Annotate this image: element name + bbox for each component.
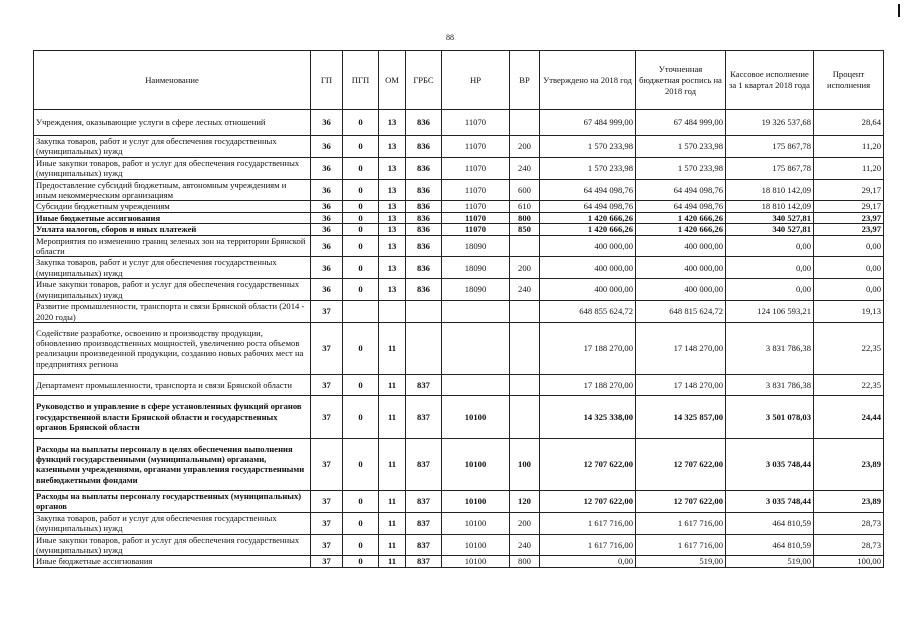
cell-grbs: 836 — [406, 235, 442, 257]
cell-refined: 67 484 999,00 — [636, 110, 726, 136]
cell-name: Закупка товаров, работ и услуг для обеспечения государственных (муниципальных) нужд — [34, 257, 311, 279]
cell-nr: 10100 — [442, 534, 510, 556]
cell-cash: 340 527,81 — [726, 212, 814, 223]
cell-pgp: 0 — [343, 212, 379, 223]
cell-gp: 37 — [311, 374, 343, 395]
table-row — [34, 490, 884, 512]
cell-pgp: 0 — [343, 235, 379, 257]
cell-nr: 18090 — [442, 257, 510, 279]
cell-approved: 1 420 666,26 — [540, 212, 636, 223]
cell-grbs: 837 — [406, 556, 442, 567]
cell-gp: 37 — [311, 512, 343, 534]
cell-cash: 464 810,59 — [726, 534, 814, 556]
table-row — [34, 395, 884, 438]
cell-refined: 648 815 624,72 — [636, 301, 726, 323]
cell-refined: 1 570 233,98 — [636, 136, 726, 158]
cell-refined: 1 617 716,00 — [636, 512, 726, 534]
cell-om: 11 — [379, 512, 406, 534]
cell-percent: 29,17 — [814, 179, 884, 201]
cell-approved: 14 325 338,00 — [540, 395, 636, 438]
cell-om — [379, 301, 406, 323]
cell-pgp: 0 — [343, 438, 379, 490]
budget-table — [33, 50, 884, 568]
cell-vr: 610 — [510, 201, 540, 212]
cell-name: Иные бюджетные ассигнования — [34, 212, 311, 223]
cell-pgp: 0 — [343, 556, 379, 567]
cell-name: Иные закупки товаров, работ и услуг для обеспечения государственных (муниципальных) нужд — [34, 279, 311, 301]
cell-gp: 37 — [311, 438, 343, 490]
cell-gp: 36 — [311, 110, 343, 136]
cell-cash: 3 501 078,03 — [726, 395, 814, 438]
cell-vr: 100 — [510, 438, 540, 490]
cell-grbs: 836 — [406, 201, 442, 212]
cell-om: 11 — [379, 395, 406, 438]
cell-vr: 200 — [510, 512, 540, 534]
cell-name: Содействие разработке, освоению и производству продукции, обновлению производственных мощностей, увеличению роста объемов реализации произведенной продукции, созданию новых рабочих мест на предприятиях региона — [34, 322, 311, 374]
cell-refined: 12 707 622,00 — [636, 490, 726, 512]
cell-nr — [442, 301, 510, 323]
table-row — [34, 212, 884, 223]
cell-cash: 18 810 142,09 — [726, 179, 814, 201]
cell-nr: 10100 — [442, 512, 510, 534]
cell-gp: 36 — [311, 257, 343, 279]
cell-approved: 400 000,00 — [540, 257, 636, 279]
cell-pgp: 0 — [343, 534, 379, 556]
table-row — [34, 322, 884, 374]
cell-grbs: 836 — [406, 110, 442, 136]
cell-refined: 64 494 098,76 — [636, 201, 726, 212]
scan-edge-mark — [898, 4, 900, 17]
cell-nr: 11070 — [442, 110, 510, 136]
cell-grbs: 836 — [406, 212, 442, 223]
cell-om: 13 — [379, 224, 406, 235]
cell-name: Департамент промышленности, транспорта и связи Брянской области — [34, 374, 311, 395]
cell-om: 13 — [379, 157, 406, 179]
cell-percent: 23,97 — [814, 212, 884, 223]
cell-vr — [510, 322, 540, 374]
cell-grbs: 836 — [406, 257, 442, 279]
table-row — [34, 512, 884, 534]
cell-nr: 10100 — [442, 438, 510, 490]
cell-nr: 11070 — [442, 201, 510, 212]
table-header-row — [34, 51, 884, 110]
table-row — [34, 534, 884, 556]
cell-approved: 64 494 098,76 — [540, 179, 636, 201]
cell-approved: 64 494 098,76 — [540, 201, 636, 212]
cell-nr: 18090 — [442, 235, 510, 257]
cell-approved: 1 420 666,26 — [540, 224, 636, 235]
cell-vr: 120 — [510, 490, 540, 512]
table-row — [34, 257, 884, 279]
cell-approved: 12 707 622,00 — [540, 438, 636, 490]
table-row — [34, 235, 884, 257]
header-approved: Утверждено на 2018 год — [540, 51, 636, 110]
cell-refined: 1 420 666,26 — [636, 224, 726, 235]
cell-name: Иные закупки товаров, работ и услуг для обеспечения государственных (муниципальных) нужд — [34, 534, 311, 556]
cell-nr — [442, 374, 510, 395]
cell-grbs: 836 — [406, 179, 442, 201]
cell-approved: 17 188 270,00 — [540, 322, 636, 374]
cell-pgp: 0 — [343, 322, 379, 374]
cell-gp: 36 — [311, 212, 343, 223]
header-nr: НР — [442, 51, 510, 110]
cell-approved: 1 617 716,00 — [540, 512, 636, 534]
header-grbs: ГРБС — [406, 51, 442, 110]
cell-cash: 464 810,59 — [726, 512, 814, 534]
cell-om: 13 — [379, 179, 406, 201]
cell-percent: 100,00 — [814, 556, 884, 567]
cell-om: 11 — [379, 490, 406, 512]
cell-cash: 0,00 — [726, 235, 814, 257]
cell-nr: 18090 — [442, 279, 510, 301]
cell-cash: 340 527,81 — [726, 224, 814, 235]
cell-gp: 36 — [311, 179, 343, 201]
cell-vr: 200 — [510, 136, 540, 158]
cell-pgp: 0 — [343, 136, 379, 158]
cell-approved: 400 000,00 — [540, 279, 636, 301]
cell-percent: 0,00 — [814, 235, 884, 257]
cell-refined: 400 000,00 — [636, 235, 726, 257]
cell-cash: 19 326 537,68 — [726, 110, 814, 136]
cell-om: 13 — [379, 136, 406, 158]
cell-percent: 28,64 — [814, 110, 884, 136]
cell-om: 11 — [379, 534, 406, 556]
table-row — [34, 556, 884, 567]
cell-percent: 24,44 — [814, 395, 884, 438]
cell-pgp: 0 — [343, 201, 379, 212]
table-row — [34, 279, 884, 301]
cell-gp: 37 — [311, 395, 343, 438]
cell-nr: 10100 — [442, 556, 510, 567]
cell-gp: 36 — [311, 157, 343, 179]
cell-grbs: 837 — [406, 374, 442, 395]
cell-gp: 37 — [311, 301, 343, 323]
cell-vr: 240 — [510, 157, 540, 179]
cell-gp: 36 — [311, 201, 343, 212]
cell-vr: 200 — [510, 257, 540, 279]
cell-approved: 67 484 999,00 — [540, 110, 636, 136]
cell-vr — [510, 110, 540, 136]
cell-cash: 124 106 593,21 — [726, 301, 814, 323]
cell-pgp: 0 — [343, 224, 379, 235]
cell-name: Предоставление субсидий бюджетным, автономным учреждениям и иным некоммерческим организациям — [34, 179, 311, 201]
cell-approved: 12 707 622,00 — [540, 490, 636, 512]
cell-gp: 37 — [311, 556, 343, 567]
page-number: 88 — [446, 33, 454, 42]
table-row — [34, 374, 884, 395]
cell-name: Закупка товаров, работ и услуг для обеспечения государственных (муниципальных) нужд — [34, 512, 311, 534]
table-row — [34, 201, 884, 212]
cell-refined: 400 000,00 — [636, 279, 726, 301]
cell-om: 11 — [379, 556, 406, 567]
cell-grbs: 837 — [406, 512, 442, 534]
header-vr: ВР — [510, 51, 540, 110]
cell-nr: 11070 — [442, 136, 510, 158]
cell-om: 13 — [379, 110, 406, 136]
cell-om: 13 — [379, 235, 406, 257]
cell-gp: 37 — [311, 534, 343, 556]
cell-refined: 519,00 — [636, 556, 726, 567]
cell-percent: 22,35 — [814, 374, 884, 395]
cell-nr: 11070 — [442, 179, 510, 201]
cell-nr: 11070 — [442, 212, 510, 223]
cell-gp: 36 — [311, 224, 343, 235]
cell-cash: 3 035 748,44 — [726, 490, 814, 512]
cell-pgp: 0 — [343, 490, 379, 512]
cell-gp: 37 — [311, 322, 343, 374]
cell-nr: 11070 — [442, 224, 510, 235]
cell-cash: 175 867,78 — [726, 157, 814, 179]
cell-om: 11 — [379, 438, 406, 490]
cell-grbs: 836 — [406, 136, 442, 158]
table-row — [34, 438, 884, 490]
cell-pgp: 0 — [343, 395, 379, 438]
cell-vr: 240 — [510, 534, 540, 556]
cell-approved: 0,00 — [540, 556, 636, 567]
header-om: ОМ — [379, 51, 406, 110]
cell-name: Субсидии бюджетным учреждениям — [34, 201, 311, 212]
cell-gp: 36 — [311, 279, 343, 301]
header-name: Наименование — [34, 51, 311, 110]
cell-approved: 1 617 716,00 — [540, 534, 636, 556]
cell-refined: 12 707 622,00 — [636, 438, 726, 490]
cell-pgp: 0 — [343, 179, 379, 201]
cell-pgp: 0 — [343, 257, 379, 279]
cell-gp: 36 — [311, 136, 343, 158]
cell-percent: 29,17 — [814, 201, 884, 212]
cell-name: Закупка товаров, работ и услуг для обеспечения государственных (муниципальных) нужд — [34, 136, 311, 158]
cell-nr: 10100 — [442, 395, 510, 438]
cell-cash: 175 867,78 — [726, 136, 814, 158]
table-row — [34, 157, 884, 179]
table-row — [34, 110, 884, 136]
cell-om: 11 — [379, 374, 406, 395]
cell-vr — [510, 374, 540, 395]
cell-approved: 1 570 233,98 — [540, 157, 636, 179]
cell-vr — [510, 235, 540, 257]
cell-name: Расходы на выплаты персоналу государственных (муниципальных) органов — [34, 490, 311, 512]
cell-name: Руководство и управление в сфере установленных функций органов государственной власти Брянской области и государственных органов Брянской области — [34, 395, 311, 438]
cell-pgp: 0 — [343, 279, 379, 301]
table-row — [34, 136, 884, 158]
cell-approved: 1 570 233,98 — [540, 136, 636, 158]
cell-om: 13 — [379, 212, 406, 223]
cell-om: 13 — [379, 257, 406, 279]
header-refined: Уточненная бюджетная роспись на 2018 год — [636, 51, 726, 110]
cell-pgp: 0 — [343, 157, 379, 179]
cell-cash: 3 831 786,38 — [726, 322, 814, 374]
cell-vr: 800 — [510, 212, 540, 223]
cell-vr: 800 — [510, 556, 540, 567]
cell-gp: 37 — [311, 490, 343, 512]
cell-nr: 10100 — [442, 490, 510, 512]
cell-refined: 17 148 270,00 — [636, 322, 726, 374]
cell-percent: 11,20 — [814, 157, 884, 179]
cell-vr — [510, 395, 540, 438]
cell-cash: 3 831 786,38 — [726, 374, 814, 395]
cell-grbs — [406, 301, 442, 323]
cell-cash: 18 810 142,09 — [726, 201, 814, 212]
cell-approved: 17 188 270,00 — [540, 374, 636, 395]
cell-refined: 14 325 857,00 — [636, 395, 726, 438]
cell-refined: 64 494 098,76 — [636, 179, 726, 201]
cell-approved: 400 000,00 — [540, 235, 636, 257]
cell-percent: 0,00 — [814, 257, 884, 279]
table-row — [34, 179, 884, 201]
cell-cash: 519,00 — [726, 556, 814, 567]
cell-om: 13 — [379, 201, 406, 212]
cell-name: Развитие промышленности, транспорта и связи Брянской области (2014 - 2020 годы) — [34, 301, 311, 323]
cell-percent: 0,00 — [814, 279, 884, 301]
cell-cash: 3 035 748,44 — [726, 438, 814, 490]
cell-percent: 23,89 — [814, 438, 884, 490]
cell-approved: 648 855 624,72 — [540, 301, 636, 323]
cell-name: Иные бюджетные ассигнования — [34, 556, 311, 567]
cell-percent: 22,35 — [814, 322, 884, 374]
cell-percent: 28,73 — [814, 512, 884, 534]
cell-grbs: 837 — [406, 490, 442, 512]
cell-cash: 0,00 — [726, 279, 814, 301]
cell-percent: 11,20 — [814, 136, 884, 158]
cell-name: Уплата налогов, сборов и иных платежей — [34, 224, 311, 235]
cell-name: Мероприятия по изменению границ зеленых зон на территории Брянской области — [34, 235, 311, 257]
cell-nr — [442, 322, 510, 374]
cell-grbs: 836 — [406, 279, 442, 301]
header-pgp: ПГП — [343, 51, 379, 110]
cell-gp: 36 — [311, 235, 343, 257]
header-percent: Процент исполнения — [814, 51, 884, 110]
cell-om: 11 — [379, 322, 406, 374]
cell-vr: 600 — [510, 179, 540, 201]
cell-grbs: 836 — [406, 224, 442, 235]
cell-nr: 11070 — [442, 157, 510, 179]
cell-grbs: 836 — [406, 157, 442, 179]
cell-percent: 23,89 — [814, 490, 884, 512]
cell-refined: 400 000,00 — [636, 257, 726, 279]
cell-percent: 28,73 — [814, 534, 884, 556]
header-cash: Кассовое исполнение за 1 квартал 2018 года — [726, 51, 814, 110]
cell-name: Расходы на выплаты персоналу в целях обеспечения выполнения функций государственными (муниципальными) органами, казенными учреждениями, органами управления государственными внебюджетными фондами — [34, 438, 311, 490]
cell-cash: 0,00 — [726, 257, 814, 279]
cell-grbs — [406, 322, 442, 374]
cell-om: 13 — [379, 279, 406, 301]
cell-grbs: 837 — [406, 438, 442, 490]
table-row — [34, 224, 884, 235]
cell-vr: 850 — [510, 224, 540, 235]
cell-grbs: 837 — [406, 534, 442, 556]
cell-pgp: 0 — [343, 110, 379, 136]
cell-refined: 1 420 666,26 — [636, 212, 726, 223]
cell-pgp: 0 — [343, 512, 379, 534]
cell-refined: 17 148 270,00 — [636, 374, 726, 395]
cell-percent: 23,97 — [814, 224, 884, 235]
cell-pgp: 0 — [343, 374, 379, 395]
cell-refined: 1 570 233,98 — [636, 157, 726, 179]
cell-pgp — [343, 301, 379, 323]
header-gp: ГП — [311, 51, 343, 110]
cell-vr: 240 — [510, 279, 540, 301]
cell-name: Иные закупки товаров, работ и услуг для обеспечения государственных (муниципальных) нужд — [34, 157, 311, 179]
cell-percent: 19,13 — [814, 301, 884, 323]
cell-vr — [510, 301, 540, 323]
table-row — [34, 301, 884, 323]
cell-name: Учреждения, оказывающие услуги в сфере лесных отношений — [34, 110, 311, 136]
cell-grbs: 837 — [406, 395, 442, 438]
cell-refined: 1 617 716,00 — [636, 534, 726, 556]
